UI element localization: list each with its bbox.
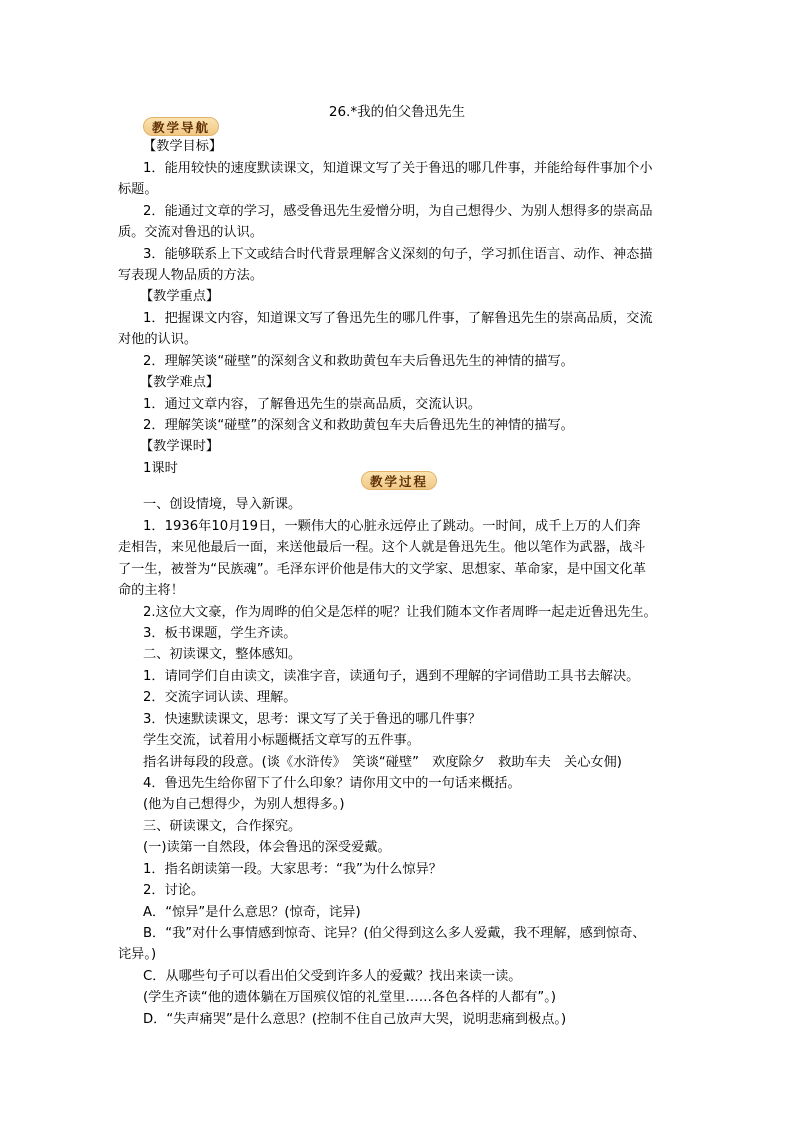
text-line: 了一生，被誉为“民族魂”。毛泽东评价他是伟大的文学家、思想家、革命家，是中国文化革 [118,562,646,577]
text-line: 写表现人物品质的方法。 [118,268,264,283]
text-line: 三、研读课文，合作探究。 [143,819,302,834]
teaching-process-badge: 教学过程 [361,471,437,490]
text-line: 1．1936年10月19日，一颗伟大的心脏永远停止了跳动。一时间，成千上万的人们奔 [143,519,641,534]
text-line: (学生齐读“他的遗体躺在万国殡仪馆的礼堂里……各色各样的人都有”。) [143,990,556,1005]
text-line: D．“失声痛哭”是什么意思？(控制不住自己放声大哭，说明悲痛到极点。) [143,1012,567,1027]
text-line: 标题。 [118,182,158,197]
text-line: 对他的认识。 [118,332,198,347]
text-line: (他为自己想得少，为别人想得多。) [143,797,345,812]
text-line: 1．能用较快的速度默读课文，知道课文写了关于鲁迅的哪几件事，并能给每件事加个小 [143,161,653,176]
text-line: B．“我”对什么事情感到惊奇、诧异？(伯父得到这么多人爱戴，我不理解，感到惊奇、 [143,926,646,941]
text-line: 【教学课时】 [140,439,220,454]
text-line: 质。交流对鲁迅的认识。 [118,225,264,240]
text-line: 3．快速默读课文，思考：课文写了关于鲁迅的哪几件事？ [143,712,482,727]
lesson-title: 26.*我的伯父鲁迅先生 [328,104,466,120]
text-line: 【教学难点】 [140,375,220,390]
text-line: 2．理解笑谈“碰壁”的深刻含义和救助黄包车夫后鲁迅先生的神情的描写。 [143,354,574,369]
text-line: (一)读第一自然段，体会鲁迅的深受爱戴。 [143,840,391,855]
text-line: 二、初读课文，整体感知。 [143,647,302,662]
text-line: 指名讲每段的段意。(谈《水浒传》 笑谈“碰壁” 欢度除夕 救助车夫 关心女佣) [143,755,622,770]
text-line: 2．能通过文章的学习，感受鲁迅先生爱憎分明，为自己想得少、为别人想得多的崇高品 [143,204,653,219]
text-line: A．“惊异”是什么意思？(惊奇，诧异) [143,905,361,920]
text-line: 1．指名朗读第一段。大家思考：“我”为什么惊异？ [143,862,442,877]
text-line: 2．交流字词认读、理解。 [143,690,297,705]
text-line: 命的主将！ [118,583,184,598]
text-line: 走相告，来见他最后一面，来送他最后一程。这个人就是鲁迅先生。他以笔作为武器，战斗 [118,540,646,555]
text-line: 2．理解笑谈“碰壁”的深刻含义和救助黄包车夫后鲁迅先生的神情的描写。 [143,418,574,433]
text-line: 一、创设情境，导入新课。 [143,497,302,512]
text-line: 2．讨论。 [143,883,205,898]
text-line: 1．把握课文内容，知道课文写了鲁迅先生的哪几件事，了解鲁迅先生的崇高品质，交流 [143,311,653,326]
text-line: 学生交流，试着用小标题概括文章写的五件事。 [143,733,420,748]
text-line: C．从哪些句子可以看出伯父受到许多人的爱戴？找出来读一读。 [143,969,522,984]
text-line: 2.这位大文豪，作为周晔的伯父是怎样的呢？让我们随本文作者周晔一起走近鲁迅先生。 [143,605,657,620]
text-line: 1课时 [143,461,178,476]
text-line: 诧异。) [118,947,157,962]
teaching-guide-badge: 教学导航 [143,117,219,136]
text-line: 1．通过文章内容，了解鲁迅先生的崇高品质，交流认识。 [143,397,482,412]
text-line: 【教学重点】 [140,289,220,304]
text-line: 3．能够联系上下文或结合时代背景理解含义深刻的句子，学习抓住语言、动作、神态描 [143,247,653,262]
text-line: 1．请同学们自由读文，读准字音，读通句子，遇到不理解的字词借助工具书去解决。 [143,669,640,684]
text-line: 【教学目标】 [143,139,223,154]
text-line: 4．鲁迅先生给你留下了什么印象？请你用文中的一句话来概括。 [143,776,521,791]
text-line: 3．板书课题，学生齐读。 [143,626,297,641]
